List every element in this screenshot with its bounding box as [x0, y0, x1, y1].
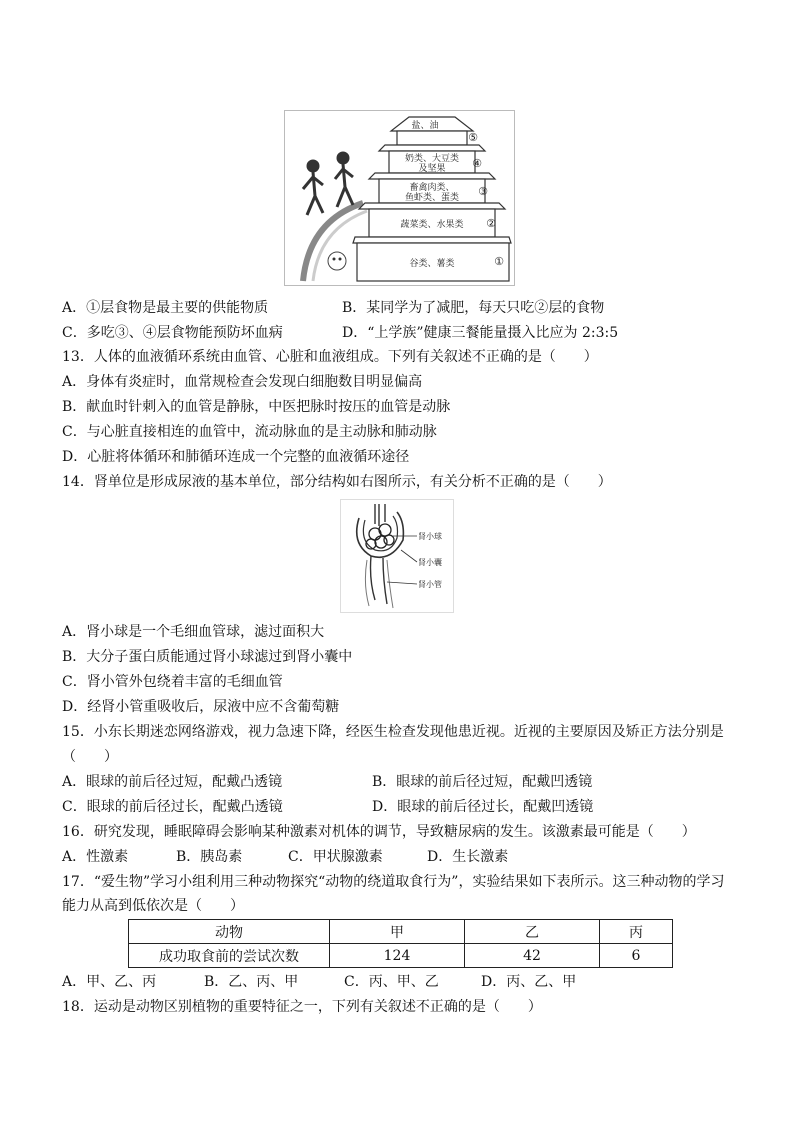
pyramid-num-5: ⑤	[468, 131, 478, 144]
nephron-label-glomerulus: 肾小球	[418, 532, 442, 541]
q17-stem: 17．“爱生物”学习小组利用三种动物探究“动物的绕道取食行为”，实验结果如下表所示。这三种动物的学习	[62, 874, 725, 890]
q14-option-a: A．肾小球是一个毛细血管球，滤过面积大	[62, 624, 325, 640]
nephron-figure	[340, 499, 454, 613]
table-cell: 124	[330, 944, 465, 968]
q12-option-a: A．①层食物是最主要的供能物质	[62, 300, 269, 316]
q16-option-b: B．胰岛素	[176, 849, 243, 865]
q17-stem-2: 能力从高到低依次是（ ）	[62, 898, 244, 914]
table-header-cell: 甲	[330, 920, 465, 944]
table-header-cell: 丙	[600, 920, 673, 944]
q13-stem: 13．人体的血液循环系统由血管、心脏和血液组成。下列有关叙述不正确的是（ ）	[62, 349, 598, 365]
q15-stem: 15．小东长期迷恋网络游戏，视力急速下降，经医生检查发现他患近视。近视的主要原因及矫正方法分别是	[62, 724, 724, 740]
q17-option-b: B．乙、丙、甲	[204, 974, 299, 990]
q15-option-c: C．眼球的前后径过长，配戴凸透镜	[62, 799, 283, 815]
q12-option-b: B．某同学为了减肥，每天只吃②层的食物	[342, 300, 605, 316]
runner-figure	[303, 161, 323, 215]
q16-option-d: D．生长激素	[427, 849, 509, 865]
q12-option-d: D．“上学族”健康三餐能量摄入比应为 2:3:5	[342, 325, 619, 341]
q14-stem: 14．肾单位是形成尿液的基本单位，部分结构如右图所示，有关分析不正确的是（ ）	[62, 474, 612, 490]
q16-stem: 16．研究发现，睡眠障碍会影响某种激素对机体的调节，导致糖尿病的发生。该激素最可能是（ ）	[62, 824, 696, 840]
table-cell: 成功取食前的尝试次数	[129, 944, 330, 968]
q16-option-c: C．甲状腺激素	[288, 849, 383, 865]
food-pyramid-illustration	[285, 111, 514, 285]
food-pyramid-figure	[284, 110, 515, 286]
q15-option-a: A．眼球的前后径过短，配戴凸透镜	[62, 774, 283, 790]
table-header-cell: 动物	[129, 920, 330, 944]
table-cell: 6	[600, 944, 673, 968]
pyramid-layer-4-text: 奶类、大豆类	[404, 154, 460, 164]
pyramid-num-2: ②	[486, 217, 496, 230]
nephron-label-capsule: 肾小囊	[418, 558, 442, 567]
q16-option-a: A．性激素	[62, 849, 129, 865]
nephron-label-tubule: 肾小管	[418, 580, 442, 589]
table-row	[129, 944, 673, 968]
table-header-cell: 乙	[465, 920, 600, 944]
pyramid-layer-1-text: 谷类、薯类	[409, 259, 455, 269]
q14-option-d: D．经肾小管重吸收后，尿液中应不含葡萄糖	[62, 699, 340, 715]
table-header-row	[129, 920, 673, 944]
q18-stem: 18．运动是动物区别植物的重要特征之一，下列有关叙述不正确的是（ ）	[62, 999, 542, 1015]
q13-option-b: B．献血时针刺入的血管是静脉，中医把脉时按压的血管是动脉	[62, 399, 451, 415]
table-cell: 42	[465, 944, 600, 968]
q17-option-c: C．丙、甲、乙	[344, 974, 439, 990]
pyramid-layer-5-text: 盐、油	[411, 121, 439, 131]
pyramid-layer-4-text2: 及坚果	[418, 164, 446, 174]
pyramid-layer-3-text: 畜禽肉类、	[409, 183, 455, 193]
q15-option-b: B．眼球的前后径过短，配戴凹透镜	[372, 774, 593, 790]
q13-option-d: D．心脏将体循环和肺循环连成一个完整的血液循环途径	[62, 449, 410, 465]
q15-stem-2: （ ）	[62, 749, 118, 765]
q12-option-c: C．多吃③、④层食物能预防坏血病	[62, 325, 283, 341]
pyramid-layer-3-text2: 鱼虾类、蛋类	[404, 193, 460, 203]
runner-figure-2	[335, 153, 353, 207]
nephron-illustration	[341, 500, 453, 612]
pyramid-layer-2-text: 蔬菜类、水果类	[400, 220, 464, 230]
q14-option-c: C．肾小管外包绕着丰富的毛细血管	[62, 674, 283, 690]
q17-data-table	[128, 919, 673, 968]
q17-option-a: A．甲、乙、丙	[62, 974, 157, 990]
q13-option-c: C．与心脏直接相连的血管中，流动脉血的是主动脉和肺动脉	[62, 424, 437, 440]
pyramid-num-4: ④	[472, 157, 482, 170]
pyramid-num-1: ①	[494, 255, 504, 268]
pyramid-num-3: ③	[478, 185, 488, 198]
q14-option-b: B．大分子蛋白质能通过肾小球滤过到肾小囊中	[62, 649, 353, 665]
q13-option-a: A．身体有炎症时，血常规检查会发现白细胞数目明显偏高	[62, 374, 423, 390]
q17-option-d: D．丙、乙、甲	[481, 974, 577, 990]
q15-option-d: D．眼球的前后径过长，配戴凹透镜	[372, 799, 594, 815]
